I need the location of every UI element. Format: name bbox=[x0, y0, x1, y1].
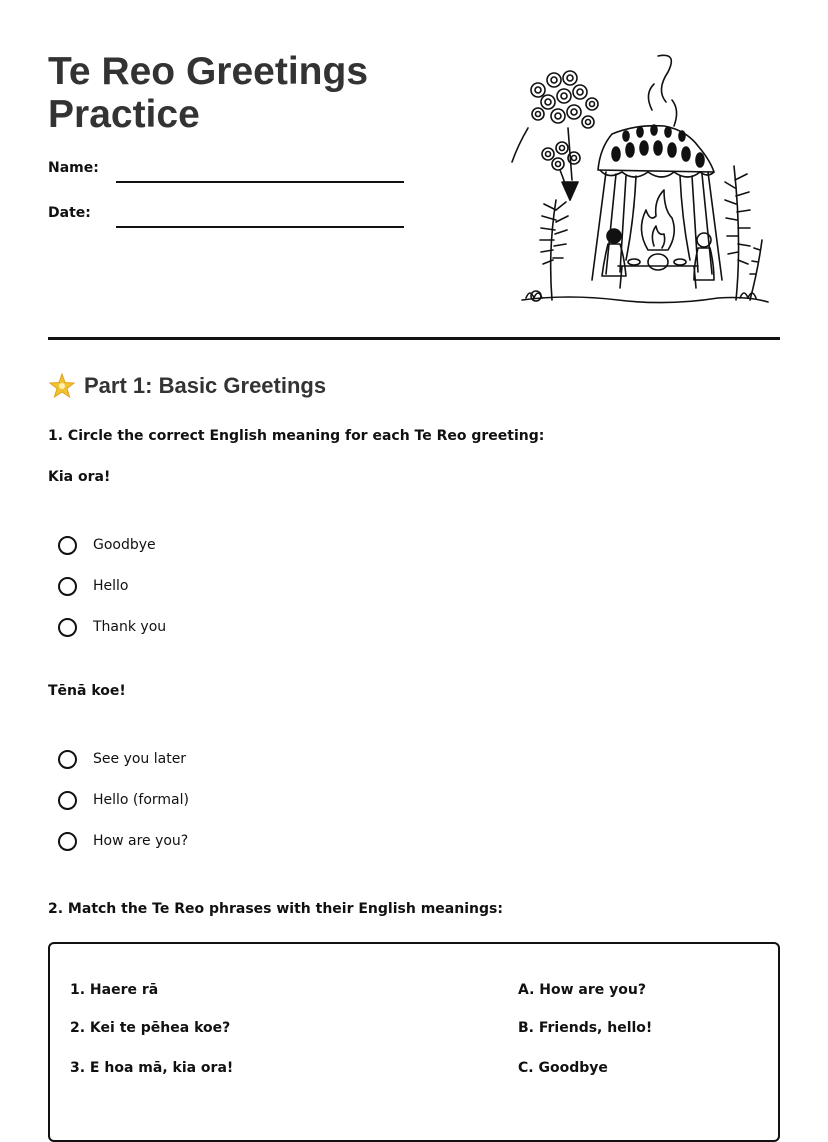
radio-circle[interactable] bbox=[58, 536, 77, 555]
option-label: Goodbye bbox=[93, 537, 156, 553]
part1-heading bbox=[48, 372, 326, 400]
flower-cluster-icon bbox=[512, 71, 598, 200]
date-label: Date: bbox=[48, 205, 91, 221]
match-right-a[interactable]: A. How are you? bbox=[518, 982, 646, 998]
radio-circle[interactable] bbox=[58, 832, 77, 851]
phrase-tena-koe: Tēnā koe! bbox=[48, 683, 126, 699]
radio-circle[interactable] bbox=[58, 791, 77, 810]
option-goodbye[interactable] bbox=[58, 533, 156, 557]
match-left-1[interactable]: 1. Haere rā bbox=[70, 982, 159, 998]
option-label: How are you? bbox=[93, 833, 189, 849]
option-see-you-later[interactable] bbox=[58, 747, 186, 771]
radio-circle[interactable] bbox=[58, 750, 77, 769]
match-left-2[interactable]: 2. Kei te pēhea koe? bbox=[70, 1020, 231, 1036]
fire-icon bbox=[641, 190, 674, 270]
option-hello[interactable] bbox=[58, 574, 129, 598]
phrase-kia-ora: Kia ora! bbox=[48, 469, 111, 485]
title-line-1: Te Reo Greetings bbox=[48, 50, 369, 93]
date-line[interactable] bbox=[116, 226, 404, 228]
question-2: 2. Match the Te Reo phrases with their English meanings: bbox=[48, 901, 503, 917]
option-label: Thank you bbox=[93, 619, 167, 635]
match-left-3[interactable]: 3. E hoa mā, kia ora! bbox=[70, 1060, 234, 1076]
match-right-b[interactable]: B. Friends, hello! bbox=[518, 1020, 653, 1036]
option-label: Hello (formal) bbox=[93, 792, 189, 808]
section-divider bbox=[48, 337, 780, 340]
part1-heading-text: Part 1: Basic Greetings bbox=[84, 373, 327, 398]
option-how-are-you[interactable] bbox=[58, 829, 188, 853]
name-line[interactable] bbox=[116, 181, 404, 183]
name-label: Name: bbox=[48, 160, 99, 176]
wharenui-hangi-illustration bbox=[508, 50, 772, 314]
worksheet-title bbox=[48, 50, 368, 136]
option-label: Hello bbox=[93, 578, 129, 594]
option-hello-formal[interactable] bbox=[58, 788, 189, 812]
radio-circle[interactable] bbox=[58, 618, 77, 637]
matching-box bbox=[48, 942, 780, 1142]
roof-icon bbox=[598, 125, 714, 177]
radio-circle[interactable] bbox=[58, 577, 77, 596]
star-icon bbox=[48, 372, 76, 400]
title-line-2: Practice bbox=[48, 93, 200, 136]
question-1: 1. Circle the correct English meaning for each Te Reo greeting: bbox=[48, 428, 545, 444]
option-label: See you later bbox=[93, 751, 187, 767]
match-right-c[interactable]: C. Goodbye bbox=[518, 1060, 608, 1076]
option-thank-you[interactable] bbox=[58, 615, 166, 639]
smoke-icon bbox=[648, 55, 676, 126]
